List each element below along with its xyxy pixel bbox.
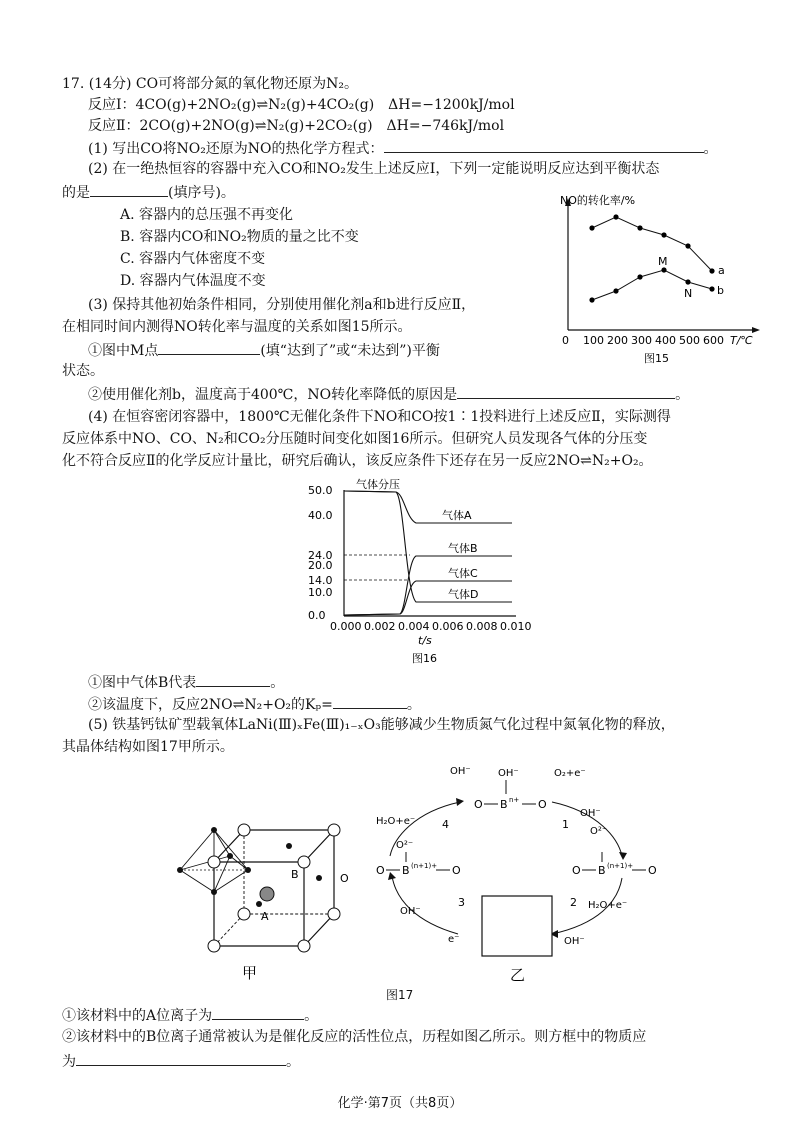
fig17-answer-box xyxy=(482,896,552,956)
fig16-ytick: 40.0 xyxy=(308,509,333,522)
fig17-oh-step4: OH⁻ xyxy=(450,766,471,777)
figure-15 xyxy=(556,190,770,366)
part-4-prompt: (4) 在恒容密闭容器中，1800℃无催化条件下NO和CO按1∶1投料进行上述反应Ⅱ，实际测得 xyxy=(88,409,671,425)
part-2-prompt: (2) 在一绝热恒容的容器中充入CO和NO₂发生上述反应Ⅰ，下列一定能说明反应达到平衡状态 xyxy=(88,161,660,177)
fig15-tick: 600 xyxy=(703,334,724,347)
part-3-q1-cont: 状态。 xyxy=(62,363,104,379)
part-2-answer-blank[interactable] xyxy=(90,182,168,197)
fig17-b-top: B xyxy=(500,798,508,811)
fig17-o-left: O xyxy=(376,864,385,877)
fig17-face-atom xyxy=(245,867,251,873)
fig17-corner-atom xyxy=(208,856,220,868)
fig17-face-atom xyxy=(177,867,183,873)
fig15-label-m: M xyxy=(658,255,668,268)
fig17-face-atom xyxy=(256,901,262,907)
fig16-curve-a xyxy=(344,491,512,523)
fig17-face-atom xyxy=(227,853,233,859)
fig17-corner-atom xyxy=(208,940,220,952)
fig17-o2-right: O²⁻ xyxy=(590,826,608,837)
fig17-h2oe-left: H₂O+e⁻ xyxy=(376,816,416,827)
fig17-center-atom xyxy=(260,887,274,901)
fig17-face-atom xyxy=(211,889,217,895)
part-5-q2-cont: 为 。 xyxy=(62,1051,300,1071)
part-1-prompt: (1) 写出CO将NO₂还原为NO的热化学方程式： 。 xyxy=(88,138,718,158)
page-footer: 化学·第7页（共8页） xyxy=(337,1096,463,1111)
fig15-tick: 200 xyxy=(607,334,628,347)
fig17-step-3: 3 xyxy=(458,896,465,909)
fig17-h2oe-right: H₂O+e⁻ xyxy=(588,900,628,911)
fig17-corner-atom xyxy=(328,908,340,920)
question-17-header: 17. (14分) CO可将部分氮的氧化物还原为N₂。 xyxy=(62,76,358,92)
fig17-o2e: O₂+e⁻ xyxy=(554,768,586,779)
fig17-step-2: 2 xyxy=(570,896,577,909)
fig15-origin: 0 xyxy=(562,334,569,347)
fig16-ytick: 0.0 xyxy=(308,609,326,622)
fig17-o2-left: O²⁻ xyxy=(396,840,414,851)
fig16-curve-d xyxy=(344,491,512,602)
fig16-ytick: 14.0 xyxy=(308,574,333,587)
fig17-b-top-charge: n+ xyxy=(509,796,520,804)
fig17-caption: 图17 xyxy=(386,988,414,1002)
fig15-point-b xyxy=(661,267,666,272)
fig15-point-b xyxy=(709,286,714,291)
fig15-point-b xyxy=(589,297,594,302)
fig16-xtick: 0.008 xyxy=(466,620,498,633)
fig15-ylabel: NO的转化率/% xyxy=(560,194,636,207)
fig17-face-atom xyxy=(286,843,292,849)
fig15-label-a: a xyxy=(718,264,725,277)
fig15-point-a xyxy=(613,214,618,219)
fig16-xlabel: t/s xyxy=(418,634,432,647)
fig15-label-b: b xyxy=(717,284,724,297)
part-5-q2-blank[interactable] xyxy=(76,1051,286,1066)
fig15-tick: 500 xyxy=(679,334,700,347)
fig16-xtick: 0.000 xyxy=(330,620,362,633)
option-b: B. 容器内CO和NO₂物质的量之比不变 xyxy=(120,229,359,245)
figure-17 xyxy=(160,756,700,996)
fig17-corner-atom xyxy=(298,940,310,952)
fig17-label-a: A xyxy=(261,910,269,923)
fig15-xlabel: T/℃ xyxy=(730,334,753,347)
fig17-b-right: B xyxy=(598,864,606,877)
part-4-q2: ②该温度下，反应2NO⇌N₂+O₂的Kₚ= 。 xyxy=(88,694,421,714)
fig15-tick: 400 xyxy=(655,334,676,347)
fig17-label-b: B xyxy=(291,868,299,881)
fig15-point-a xyxy=(589,225,594,230)
fig15-point-b xyxy=(613,288,618,293)
fig17-step-4: 4 xyxy=(442,818,449,831)
reaction-2: 反应Ⅱ：2CO(g)+2NO(g)⇌N₂(g)+2CO₂(g) ΔH=−746kJ/mol xyxy=(88,118,505,134)
fig16-gas-b: 气体B xyxy=(448,542,478,555)
part-3-q1: ①图中M点 (填“达到了”或“未达到”)平衡 xyxy=(88,340,440,360)
fig16-gas-d: 气体D xyxy=(448,588,479,601)
fig17-yi: 乙 xyxy=(510,966,526,984)
part-1-answer-blank[interactable] xyxy=(384,138,704,153)
fig16-gas-c: 气体C xyxy=(448,567,478,580)
fig17-o-right: O xyxy=(648,864,657,877)
fig16-ytick: 20.0 xyxy=(308,559,333,572)
part-3-q1-blank[interactable] xyxy=(158,340,260,355)
fig16-xtick: 0.004 xyxy=(398,620,430,633)
part-4-q1: ①图中气体B代表 。 xyxy=(88,672,284,692)
fig17-step-1: 1 xyxy=(562,818,569,831)
reaction-1: 反应Ⅰ：4CO(g)+2NO₂(g)⇌N₂(g)+4CO₂(g) ΔH=−1200kJ/mol xyxy=(88,97,515,113)
part-5-q1: ①该材料中的A位离子为 。 xyxy=(62,1005,318,1025)
part-4-prompt-cont2: 化不符合反应Ⅱ的化学反应计量比，研究后确认，该反应条件下还存在另一反应2NO⇌N₂+O₂。 xyxy=(62,453,653,469)
fig16-caption: 图16 xyxy=(412,652,437,665)
figure-16 xyxy=(300,474,540,670)
fig17-o-left-r: O xyxy=(452,864,461,877)
fig17-face-atom xyxy=(316,875,322,881)
part-5-prompt: (5) 铁基钙钛矿型载氧体LaNi(Ⅲ)ₓFe(Ⅲ)₁₋ₓO₃能够减少生物质氮气化过程中氮氧化物的释放， xyxy=(88,717,675,733)
fig17-o-left-top: O xyxy=(474,798,483,811)
fig17-oh-step2: OH⁻ xyxy=(564,936,585,947)
fig15-x-arrow xyxy=(752,327,760,333)
fig17-face-atom xyxy=(211,827,217,833)
option-a: A. 容器内的总压强不再变化 xyxy=(120,207,294,223)
fig17-oh-step3: OH⁻ xyxy=(400,906,421,917)
fig17-oh-step1: OH⁻ xyxy=(580,808,601,819)
part-5-q2: ②该材料中的B位离子通常被认为是催化反应的活性位点，历程如图乙所示。则方框中的物质应 xyxy=(62,1029,647,1045)
fig17-corner-atom xyxy=(238,824,250,836)
fig15-series-b-line xyxy=(592,270,712,300)
fig15-point-a xyxy=(637,225,642,230)
fig16-ytick: 50.0 xyxy=(308,484,333,497)
part-4-q1-blank[interactable] xyxy=(196,672,270,687)
fig16-gas-a: 气体A xyxy=(442,509,472,522)
fig16-xtick: 0.010 xyxy=(500,620,532,633)
fig15-series-a-line xyxy=(592,217,712,271)
fig16-ytick: 24.0 xyxy=(308,549,333,562)
fig16-curve-c xyxy=(344,581,512,615)
fig16-ytick: 10.0 xyxy=(308,586,333,599)
fig15-point-a xyxy=(685,243,690,248)
fig17-corner-atom xyxy=(328,824,340,836)
part-3-q2: ②使用催化剂b，温度高于400℃，NO转化率降低的原因是 。 xyxy=(88,384,689,404)
fig16-xtick: 0.006 xyxy=(432,620,464,633)
fig17-label-o: O xyxy=(340,872,349,885)
part-3-prompt-cont: 在相同时间内测得NO转化率与温度的关系如图15所示。 xyxy=(62,319,412,335)
part-4-q2-blank[interactable] xyxy=(333,694,407,709)
fig15-point-a xyxy=(661,232,666,237)
fig16-xtick: 0.002 xyxy=(364,620,396,633)
part-3-prompt: (3) 保持其他初始条件相同，分别使用催化剂a和b进行反应Ⅱ， xyxy=(88,297,476,313)
fig17-e-step3: e⁻ xyxy=(448,934,460,945)
fig15-point-b xyxy=(685,279,690,284)
fig17-corner-atom xyxy=(238,908,250,920)
fig17-b-left: B xyxy=(402,864,410,877)
fig17-crystal-cube xyxy=(180,830,334,946)
part-5-q1-blank[interactable] xyxy=(212,1005,304,1020)
part-3-q2-blank[interactable] xyxy=(457,384,675,399)
fig17-o-right-l: O xyxy=(572,864,581,877)
fig17-b-right-charge: (n+1)+ xyxy=(607,862,634,870)
fig17-jia: 甲 xyxy=(242,964,258,982)
fig17-o-right-top: O xyxy=(538,798,547,811)
fig17-corner-atom xyxy=(298,856,310,868)
part-4-prompt-cont1: 反应体系中NO、CO、N₂和CO₂分压随时间变化如图16所示。但研究人员发现各气体的分压变 xyxy=(62,431,648,447)
part-2-prompt-cont: 的是 (填序号)。 xyxy=(62,182,235,202)
option-c: C. 容器内气体密度不变 xyxy=(120,251,266,267)
fig15-tick: 100 xyxy=(583,334,604,347)
fig15-caption: 图15 xyxy=(644,352,669,365)
fig15-tick: 300 xyxy=(631,334,652,347)
part-5-prompt-cont: 其晶体结构如图17甲所示。 xyxy=(62,739,234,755)
fig17-b-left-charge: (n+1)+ xyxy=(411,862,438,870)
fig17-oh-top: OH⁻ xyxy=(498,768,519,779)
fig15-point-a xyxy=(709,268,714,273)
option-d: D. 容器内气体温度不变 xyxy=(120,273,266,289)
fig16-curve-b xyxy=(344,556,512,615)
fig15-point-b xyxy=(637,274,642,279)
fig15-label-n: N xyxy=(684,287,693,300)
fig16-ylabel: 气体分压 xyxy=(356,478,400,491)
